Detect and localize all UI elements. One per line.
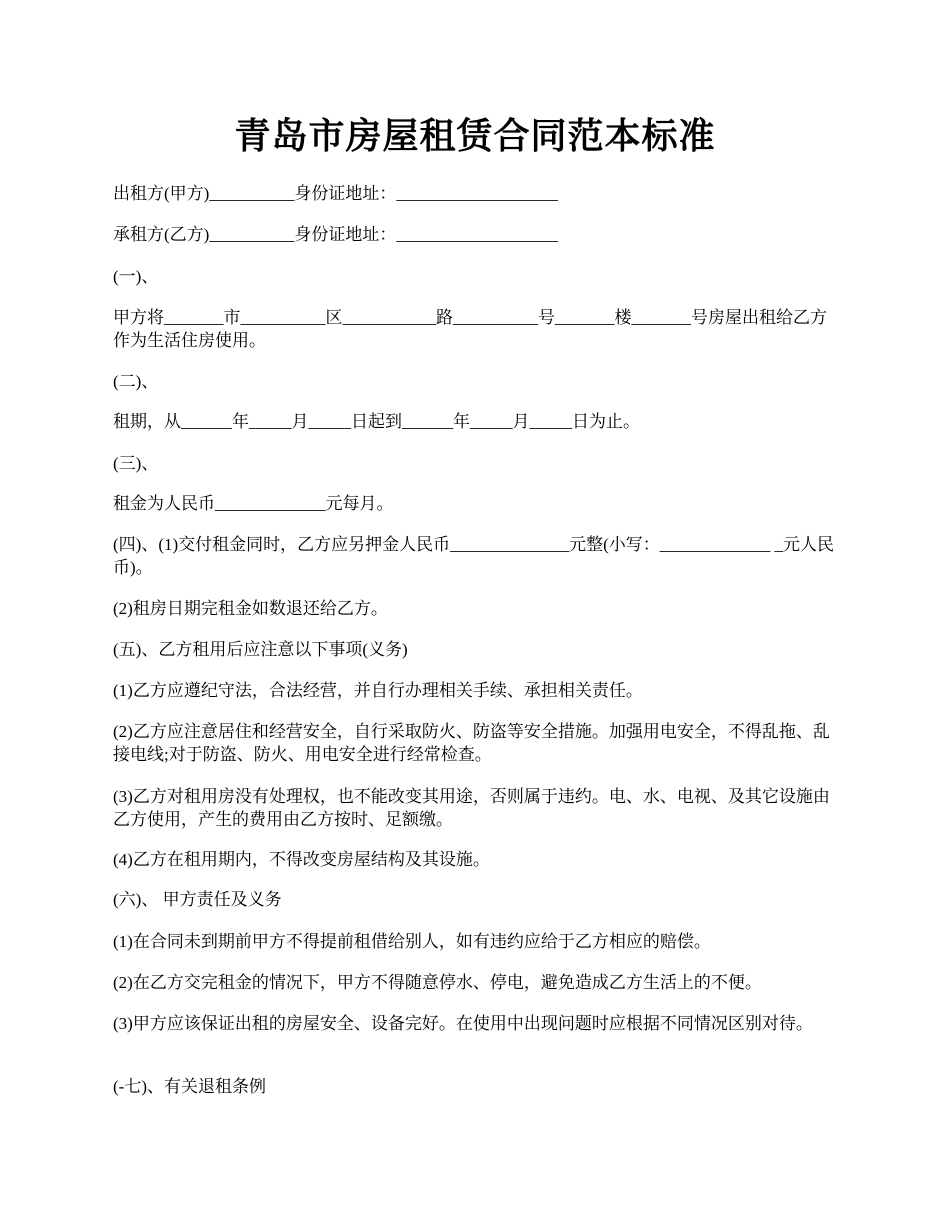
section-heading-3: (三)、 [113, 454, 159, 473]
tenant-duty-3: (3)乙方对租用房没有处理权，也不能改变其用途，否则属于违约。电、水、电视、及其它设施由乙方使用，产生的费用由乙方按时、足额缴。 [113, 787, 830, 829]
landlord-duty-3: (3)甲方应该保证出租的房屋安全、设备完好。在使用中出现问题时应根据不同情况区别对待。 [113, 1014, 813, 1033]
landlord-duty-2: (2)在乙方交完租金的情况下，甲方不得随意停水、停电，避免造成乙方生活上的不便。 [113, 973, 762, 992]
deposit-clause: (四)、(1)交付租金同时，乙方应另押金人民币______________元整(小写：_____________ _元人民币)。 [113, 535, 835, 577]
document-title: 青岛市房屋租赁合同范本标准 [234, 116, 716, 156]
landlord-duty-1: (1)在合同未到期前甲方不得提前租借给别人，如有违约应给于乙方相应的赔偿。 [113, 932, 711, 951]
section-heading-5: (五)、乙方租用后应注意以下事项(义务) [113, 640, 408, 659]
tenant-duty-1: (1)乙方应遵纪守法，合法经营，并自行办理相关手续、承担相关责任。 [113, 681, 643, 700]
section-heading-7: (-七)、有关退租条例 [113, 1077, 266, 1096]
deposit-refund-clause: (2)租房日期完租金如数退还给乙方。 [113, 599, 388, 618]
section-heading-1: (一)、 [113, 267, 159, 286]
lessee-line: 承租方(乙方)__________身份证地址：___________________ [113, 225, 558, 244]
lease-term-clause: 租期，从______年_____月_____日起到______年_____月_____日为止。 [113, 412, 640, 431]
tenant-duty-4: (4)乙方在租用期内，不得改变房屋结构及其设施。 [113, 850, 490, 869]
tenant-duty-2: (2)乙方应注意居住和经营安全，自行采取防火、防盗等安全措施。加强用电安全，不得乱拖、乱接电线;对于防盗、防火、用电安全进行经常检查。 [113, 722, 830, 764]
rent-clause: 租金为人民币_____________元每月。 [113, 494, 394, 513]
section-heading-6: (六)、 甲方责任及义务 [113, 890, 282, 909]
property-clause: 甲方将_______市__________区___________路__________号_______楼_______号房屋出租给乙方作为生活住房使用。 [113, 308, 827, 350]
lessor-line: 出租方(甲方)__________身份证地址：___________________ [113, 184, 558, 203]
section-heading-2: (二)、 [113, 372, 159, 391]
